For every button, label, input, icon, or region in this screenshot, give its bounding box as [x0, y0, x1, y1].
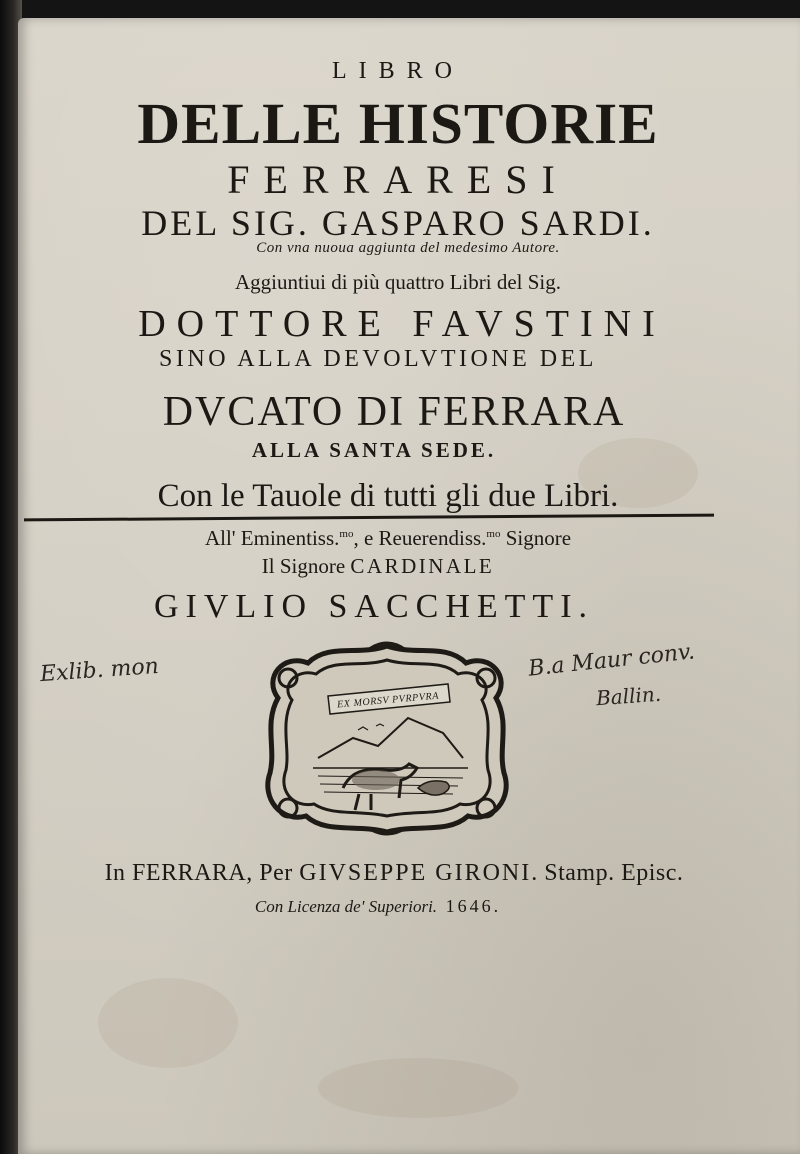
addition-note: Con vna nuoua aggiunta del medesimo Autore. [256, 240, 560, 256]
holy-see-line: ALLA SANTA SEDE. [251, 438, 497, 462]
dedication-line: All' Eminentiss.$^{mo}$, e Reuerendiss.$^{mo}$ Signore [204, 526, 572, 550]
device-motto: EX MORSV PVRPVRA [336, 690, 440, 711]
devolution-line: SINO ALLA DEVOLVTIONE DEL [159, 346, 597, 372]
dedicatee-title: Il Signore CARDINALE [261, 554, 495, 578]
handwritten-note-right: B.a Maur conv. [527, 639, 696, 682]
dedicatee-name: GIVLIO SACCHETTI. [153, 588, 595, 625]
handwritten-note-right-2: Ballin. [595, 681, 662, 711]
publication-year: 1646. [445, 896, 502, 916]
title-delle-historie: DELLE HISTORIE [137, 91, 659, 156]
imprint-line: In FERRARA, Per GIVSEPPE GIRONI. Stamp. Episc. [104, 860, 684, 886]
author-line: DEL SIG. GASPARO SARDI. [141, 203, 655, 243]
title-ferraresi: FERRARESI [227, 157, 569, 202]
title-libro: LIBRO [332, 58, 464, 84]
duchy-line: DVCATO DI FERRARA [162, 389, 626, 435]
tables-line: Con le Tauole di tutti gli due Libri. [157, 478, 619, 514]
handwritten-note-left: Exlib. mon [39, 653, 160, 688]
additional-books-line: Aggiuntiui di più quattro Libri del Sig. [234, 270, 562, 294]
printers-device-woodcut [258, 638, 516, 838]
license-line: Con Licenza de' Superiori. 1646. [254, 896, 502, 916]
second-author: DOTTORE FAVSTINI [138, 303, 666, 345]
title-page [18, 18, 800, 1154]
